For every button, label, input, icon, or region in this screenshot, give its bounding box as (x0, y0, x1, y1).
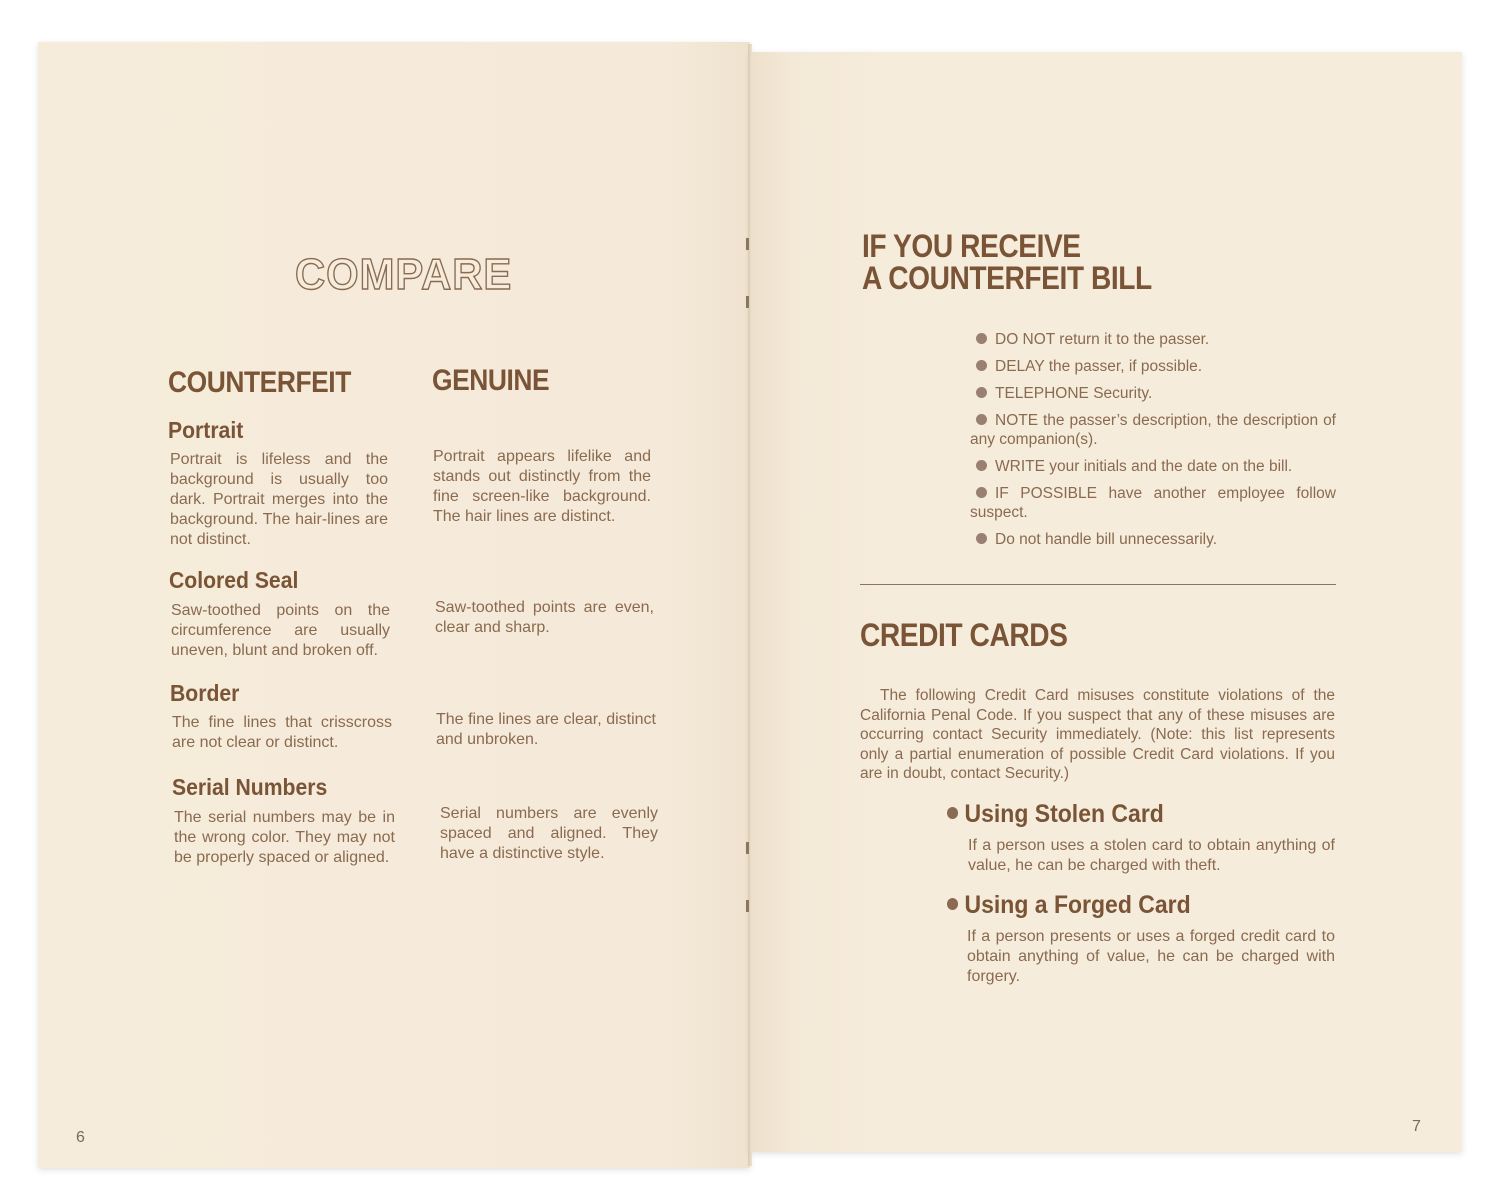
list-item: WRITE your initials and the date on the bill. (970, 457, 1336, 476)
compare-title: COMPARE (295, 250, 513, 299)
bullet-icon (976, 533, 987, 544)
section-title-border: Border (170, 680, 240, 706)
genuine-column-heading: GENUINE (432, 364, 550, 397)
staple (746, 296, 749, 308)
credit-cards-heading: CREDIT CARDS (860, 617, 1068, 653)
bullet-icon (947, 898, 958, 910)
counterfeit-border-text: The fine lines that crisscross are not clear or distinct. (172, 714, 392, 751)
bullet-icon (947, 807, 958, 819)
section-title-serial-numbers: Serial Numbers (172, 774, 328, 800)
list-item: DO NOT return it to the passer. (970, 330, 1336, 349)
genuine-serial-text: Serial numbers are evenly spaced and aligned. They have a distinctive style. (440, 805, 658, 862)
bullet-icon (976, 460, 987, 471)
counterfeit-portrait-text: Portrait is lifeless and the background is usually too dark. Portrait merges into the background. The hair-lines are not distinct. (170, 451, 388, 548)
counterfeit-serial-text: The serial numbers may be in the wrong color. They may not be properly spaced or aligned. (174, 809, 395, 866)
section-divider (860, 584, 1336, 585)
genuine-portrait-text: Portrait appears lifelike and stands out distinctly from the fine screen-like background. The hair lines are distinct. (433, 448, 651, 525)
misuse-title-forged: Using a Forged Card (947, 891, 1191, 920)
misuse-text-forged: If a person presents or uses a forged credit card to obtain anything of value, he can be charged with forgery. (967, 928, 1335, 985)
page-number-right: 7 (1412, 1118, 1421, 1135)
bullet-icon (976, 487, 987, 498)
booklet-gutter (748, 44, 752, 1166)
staple (746, 900, 749, 912)
section-title-portrait: Portrait (168, 417, 244, 443)
bullet-icon (976, 387, 987, 398)
list-item: Do not handle bill unnecessarily. (970, 530, 1336, 549)
bullet-icon (976, 333, 987, 344)
right-page (750, 52, 1462, 1152)
list-item: DELAY the passer, if possible. (970, 357, 1336, 376)
counterfeit-bill-heading (862, 230, 1152, 294)
misuse-title-stolen: Using Stolen Card (947, 800, 1164, 829)
credit-cards-intro: The following Credit Card misuses constitute violations of the California Penal Code. If you suspect that any of these misuses are occurring contact Security immediately. (Note: this list represents only a partial enumeration of possible Credit Card violations. If you are in doubt, contact Security.) (860, 687, 1335, 782)
heading-line-1: IF YOU RECEIVE (862, 228, 1081, 264)
genuine-border-text: The fine lines are clear, distinct and unbroken. (436, 711, 656, 748)
staple (746, 238, 749, 250)
bullet-icon (976, 414, 987, 425)
staple (746, 842, 749, 854)
section-title-colored-seal: Colored Seal (169, 567, 299, 593)
heading-line-2: A COUNTERFEIT BILL (862, 260, 1152, 296)
counterfeit-column-heading: COUNTERFEIT (168, 366, 351, 399)
misuse-text-stolen: If a person uses a stolen card to obtain anything of value, he can be charged with theft. (968, 837, 1335, 874)
counterfeit-steps-list (970, 330, 1336, 557)
bullet-icon (976, 360, 987, 371)
list-item: NOTE the passer’s description, the description of any companion(s). (970, 412, 1336, 448)
list-item: IF POSSIBLE have another employee follow suspect. (970, 485, 1336, 521)
page-number-left: 6 (76, 1129, 85, 1146)
list-item: TELEPHONE Security. (970, 384, 1336, 403)
counterfeit-seal-text: Saw-toothed points on the circumference are usually uneven, blunt and broken off. (171, 602, 390, 659)
genuine-seal-text: Saw-toothed points are even, clear and sharp. (435, 599, 654, 636)
